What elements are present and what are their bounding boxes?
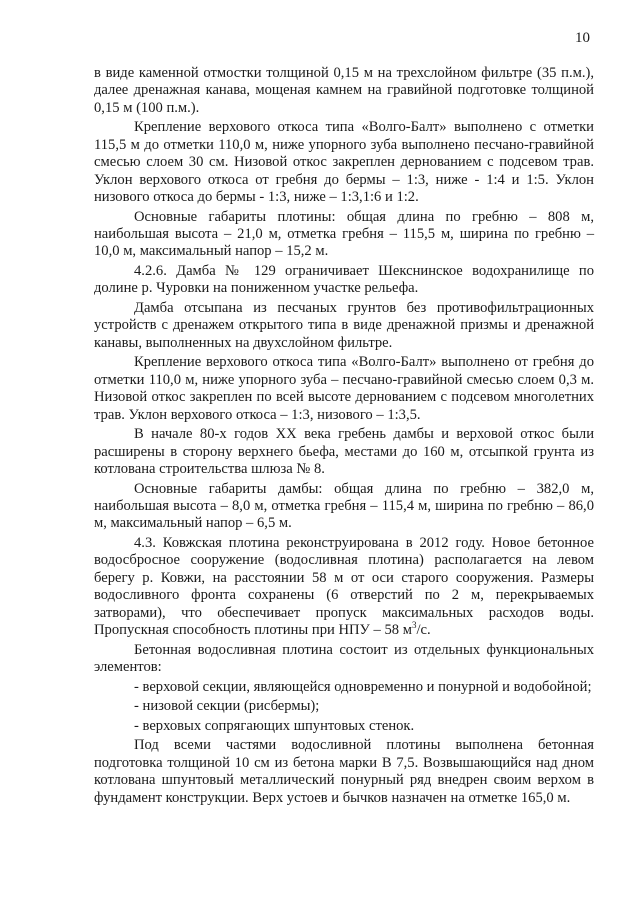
body-text [94,65,594,809]
paragraph-1: в виде каменной отмостки толщиной 0,15 м на трехслойном фильтре (35 п.м.), далее дренажная канава, мощеная камнем на гравийной подготовке толщиной 0,15 м (100 п.м.). [94,65,594,116]
superscript-3: 3 [411,620,417,631]
list-item-2: - низовой секции (рисбермы); [134,698,320,715]
paragraph-9 [94,535,594,639]
paragraph-3: Основные габариты плотины: общая длина по гребню – 808 м, наибольшая высота – 21,0 м, отметка гребня – 115,5 м, ширина по гребню – 10,0 м, максимальный напор – 15,2 м. [94,208,594,260]
paragraph-9-text: 4.3. Ковжская плотина реконструирована в 2012 году. Новое бетонное водосбросное сооружение (водосливная плотина) располагается на левом берегу р. Ковжи, на расстоянии 58 м от оси старого сооружения. Размеры водосливного фронта сохранены (6 отверстий по 2 м, перекрываемых затворами), что обеспечивает пропуск максимальных расходов воды. Пропускная способность плотины при НПУ – 58 м [94,535,594,639]
page-number: 10 [575,30,590,46]
paragraph-8: Основные габариты дамбы: общая длина по гребню – 382,0 м, наибольшая высота – 8,0 м, отметка гребня – 115,4 м, ширина по гребню – 86,0 м, максимальный напор – 6,5 м. [94,480,594,532]
paragraph-6: Крепление верхового откоса типа «Волго-Балт» выполнено от гребня до отметки 110,0 м, ниже упорного зуба – песчано-гравийной смесью слоем 0,3 м. Низовой откос закреплен по всей высоте дернованием с подсевом многолетних трав. Уклон верхового откоса – 1:3, низового – 1:3,5. [94,354,594,423]
paragraph-9-tail: /с. [416,622,431,639]
list-item-1: - верховой секции, являющейся одновременно и понурной и водобойной; [134,678,592,695]
paragraph-5: Дамба отсыпана из песчаных грунтов без противофильтрационных устройств с дренажем открытого типа в виде дренажной призмы и дренажной канавы, выполненных на двухслойном фильтре. [94,300,594,351]
paragraph-7: В начале 80-х годов XX века гребень дамбы и верховой откос были расширены в сторону верхнего бьефа, местами до 160 м, отсыпкой грунта из котлована строительства шлюза № 8. [94,426,594,478]
paragraph-10: Бетонная водосливная плотина состоит из отдельных функциональных элементов: [94,641,594,676]
paragraph-11: Под всеми частями водосливной плотины выполнена бетонная подготовка толщиной 10 см из бетона марки В 7,5. Возвышающийся над дном котлована шпунтовый металлический понурный ряд внедрен своим верхом в фундамент конструкции. Верх устоев и бычков назначен на отметке 165,0 м. [94,737,594,806]
paragraph-2: Крепление верхового откоса типа «Волго-Балт» выполнено с отметки 115,5 м до отметки 110,0 м, ниже упорного зуба выполнено песчано-гравийной смесью слоем 30 см. Низовой откос закреплен дернованием с подсевом трав. Уклон верхового откоса от гребня до бермы – 1:3, ниже - 1:4 и 1:5. Уклон низового откоса до бермы - 1:3, ниже – 1:3,1:6 и 1:2. [94,119,594,206]
paragraph-4: 4.2.6. Дамба № 129 ограничивает Шекснинское водохранилище по долине р. Чуровки на пониженном участке рельефа. [94,263,594,297]
list-item-3: - верховых сопрягающих шпунтовых стенок. [134,717,415,734]
